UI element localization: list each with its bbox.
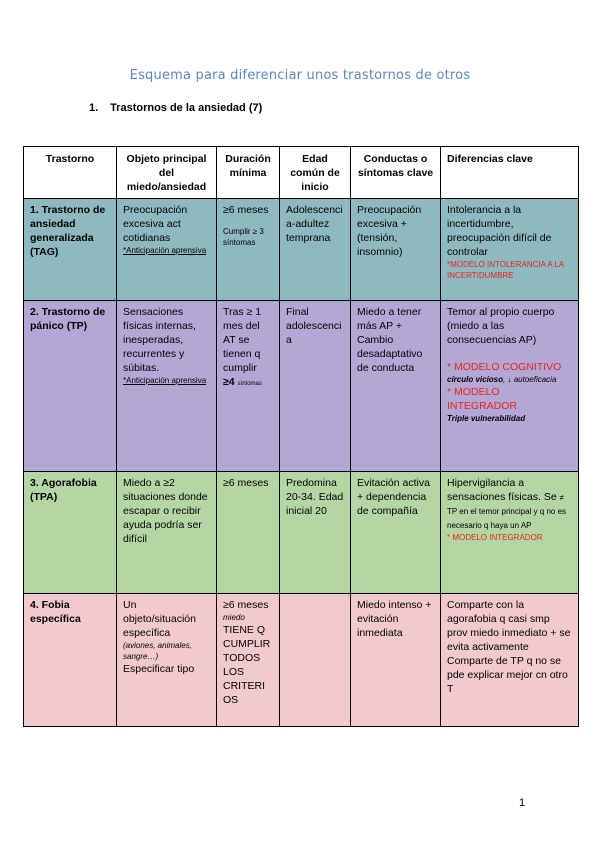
duracion-criteria (223, 375, 273, 390)
duracion-note: miedo (223, 613, 245, 622)
cell-objeto: Miedo a ≥2 situaciones donde escapar o recibir ayuda podría ser difícil (117, 472, 217, 594)
duracion-bold: ≥4 (223, 376, 235, 388)
cell-conductas: Evitación activa + dependencia de compañía (351, 472, 441, 594)
objeto-text: Un objeto/situación específica (123, 599, 196, 639)
table-row-tpa (24, 472, 579, 594)
table-header-row (24, 147, 579, 199)
cell-diferencias (441, 301, 579, 472)
dif-text: Hipervigilancia a sensaciones físicas. Se (447, 477, 557, 503)
section-number: 1. (89, 102, 99, 114)
header-duracion: Duración mínima (217, 147, 280, 199)
dif-note-autoeficacia: , ↓ autoeficacia (503, 375, 557, 384)
cell-duracion (217, 301, 280, 472)
cell-conductas: Preocupación excesiva + (tensión, insomnio) (351, 199, 441, 301)
dif-model-cognitivo: * MODELO COGNITIVO (447, 361, 562, 373)
dif-model-integrador: * MODELO INTEGRADOR (447, 386, 518, 412)
cell-name: 1. Trastorno de ansiedad generalizada (TAG) (24, 199, 117, 301)
cell-diferencias: Comparte con la agorafobia q casi smp prov miedo inmediato + se evita activamente Comparte de TP q no se pde explicar mejor cn otro T (441, 594, 579, 727)
objeto-note: *Anticipación aprensiva (123, 246, 207, 255)
dif-note-circulo: círculo vicioso (447, 375, 504, 384)
objeto-text: Preocupación excesiva act cotidianas (123, 204, 188, 244)
document-title: Esquema para diferenciar unos trastornos de otros (129, 68, 471, 83)
dif-model-note: * MODELO INTEGRADOR (447, 533, 543, 542)
objeto-note: *Anticipación aprensiva (123, 376, 207, 385)
section-heading (89, 102, 262, 114)
header-diferencias: Diferencias clave (441, 147, 579, 199)
duracion-tail: TIENE Q CUMPLIR TODOS LOS CRITERIOS (223, 624, 271, 706)
cell-edad (280, 594, 351, 727)
cell-objeto (117, 199, 217, 301)
cell-diferencias (441, 472, 579, 594)
header-objeto: Objeto principal del miedo/ansiedad (117, 147, 217, 199)
objeto-note: (aviones, animales, sangre…) (123, 641, 192, 661)
cell-edad: Adolescencia-adultez temprana (280, 199, 351, 301)
dif-model-note: *MODELO INTOLERANCIA A LA INCERTIDUMBRE (447, 260, 564, 280)
header-edad: Edad común de inicio (280, 147, 351, 199)
cell-name: 4. Fobia específica (24, 594, 117, 727)
dif-note-cognitivo (447, 374, 572, 385)
table-row-tag (24, 199, 579, 301)
dif-text: Intolerancia a la incertidumbre, preocupación difícil de controlar (447, 204, 552, 258)
duracion-text: ≥6 meses (223, 204, 269, 216)
cell-duracion: ≥6 meses (217, 472, 280, 594)
cell-name: 2. Trastorno de pánico (TP) (24, 301, 117, 472)
cell-duracion (217, 594, 280, 727)
objeto-tail: Especificar tipo (123, 663, 195, 675)
cell-edad: Final adolescencia (280, 301, 351, 472)
anxiety-disorders-table (23, 146, 579, 727)
cell-conductas: Miedo a tener más AP + Cambio desadaptativo de conducta (351, 301, 441, 472)
table-row-fe (24, 594, 579, 727)
dif-note-integrador: Triple vulnerabilidad (447, 414, 526, 423)
dif-small: ≠ TP en el temor principal y q no es necesario q haya un AP (447, 493, 567, 530)
header-trastorno: Trastorno (24, 147, 117, 199)
cell-conductas: Miedo intenso + evitación inmediata (351, 594, 441, 727)
objeto-text: Sensaciones físicas internas, inesperadas, recurrentes y súbitas. (123, 306, 196, 374)
cell-edad: Predomina 20-34. Edad inicial 20 (280, 472, 351, 594)
dif-text: Temor al propio cuerpo (miedo a las consecuencias AP) (447, 306, 555, 346)
cell-diferencias (441, 199, 579, 301)
header-conductas: Conductas o síntomas clave (351, 147, 441, 199)
page-number: 1 (519, 797, 526, 809)
duracion-note: Cumplir ≥ 3 síntomas (223, 227, 264, 247)
cell-objeto (117, 301, 217, 472)
cell-objeto (117, 594, 217, 727)
duracion-small: síntomas (237, 381, 262, 387)
table-row-tp (24, 301, 579, 472)
cell-duracion (217, 199, 280, 301)
duracion-text: Tras ≥ 1 mes del AT se tienen q cumplir (223, 306, 262, 374)
section-title: Trastornos de la ansiedad (7) (110, 102, 263, 114)
cell-name: 3. Agorafobia (TPA) (24, 472, 117, 594)
duracion-text: ≥6 meses (223, 599, 269, 611)
